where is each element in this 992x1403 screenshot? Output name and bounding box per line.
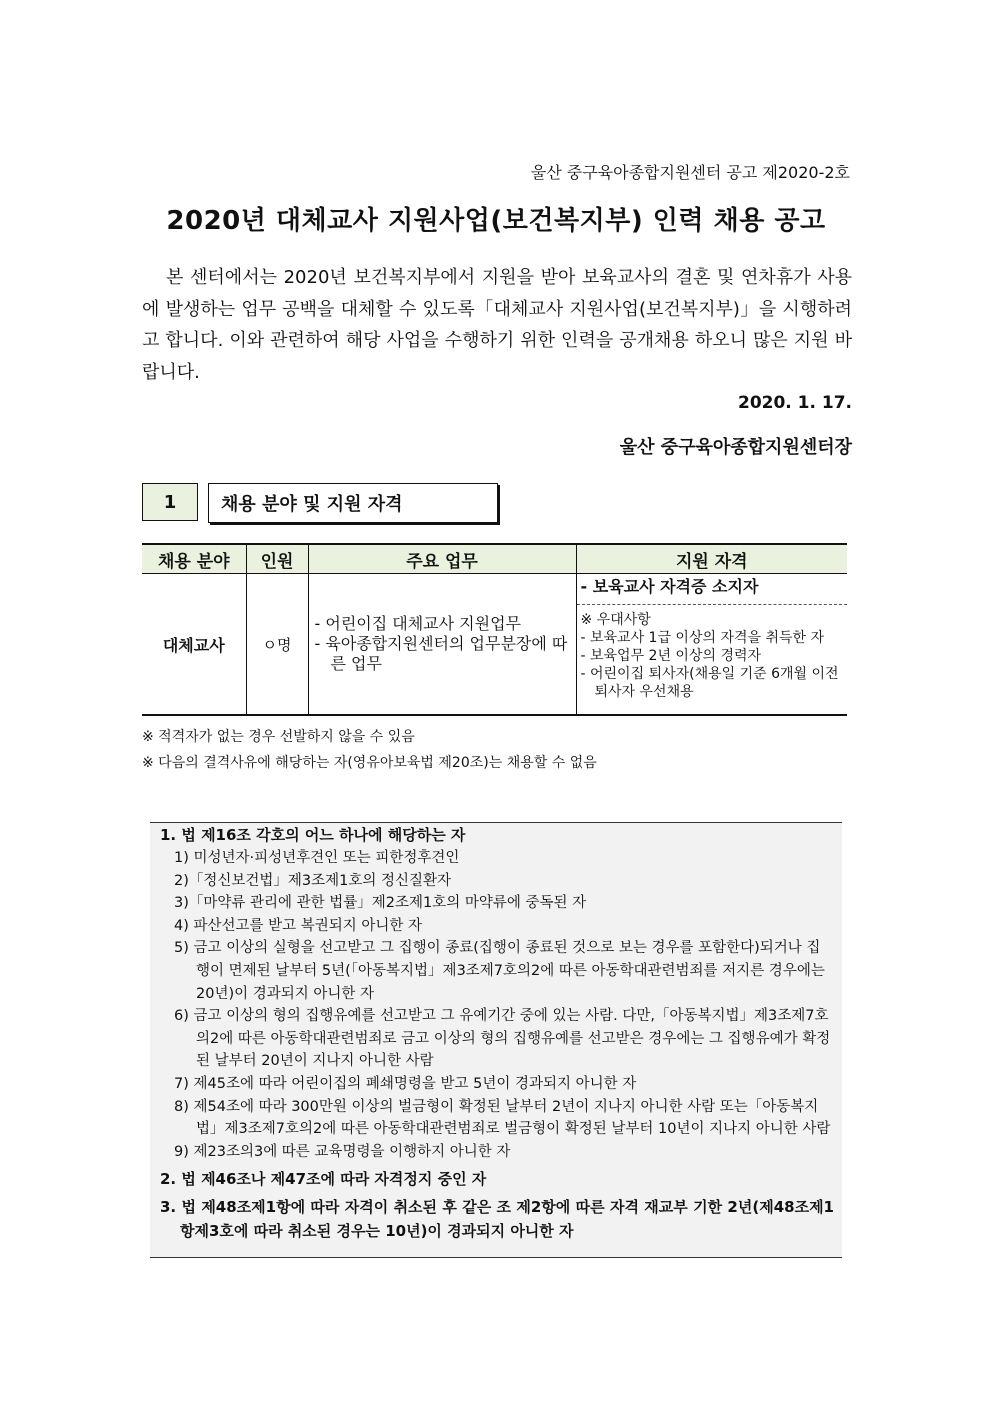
section-number: 1 — [142, 483, 198, 521]
section-title: 채용 분야 및 지원 자격 — [208, 483, 498, 523]
preference-item: - 어린이집 퇴사자(채용일 기준 6개월 이전 퇴사자 우선채용 — [580, 666, 839, 700]
table-header: 주요 업무 — [308, 544, 576, 574]
table-header: 지원 자격 — [576, 544, 847, 574]
disqualification-item: 7) 제45조에 따라 어린이집의 폐쇄명령을 받고 5년이 경과되지 아니한 자 — [174, 1075, 637, 1092]
duties-cell — [308, 574, 576, 716]
table-row — [142, 574, 847, 716]
preference-item: - 보육교사 1급 이상의 자격을 취득한 자 — [580, 630, 825, 646]
qualification-main: - 보육교사 자격증 소지자 — [577, 574, 848, 605]
signer: 울산 중구육아종합지원센터장 — [619, 437, 852, 458]
disqualification-item: 8) 제54조에 따라 300만원 이상의 벌금형이 확정된 날부터 2년이 지나지 아니한 사람 또는「아동복지법」제3조제7호의2에 따른 아동학대관련범죄로 벌금형이 확정된 날부터 10년이 지나지 아니한 사람 — [174, 1098, 831, 1138]
note: ※ 다음의 결격사유에 해당하는 자(영유아보육법 제20조)는 채용할 수 없음 — [142, 755, 597, 771]
notice-date: 2020. 1. 17. — [737, 393, 852, 413]
disqualification-item: 4) 파산선고를 받고 복권되지 아니한 자 — [174, 917, 423, 934]
disqualification-heading: 3. 법 제48조제1항에 따라 자격이 취소된 후 같은 조 제2항에 따른 자격 재교부 기한 2년(제48조제1항제3호에 따라 취소된 경우는 10년)이 경과되지 아니한 자 — [160, 1198, 834, 1241]
table-header: 인원 — [246, 544, 308, 574]
disqualification-item: 5) 금고 이상의 실형을 선고받고 그 집행이 종료(집행이 종료된 것으로 보는 경우를 포함한다)되거나 집행이 면제된 날부터 5년(「아동복지법」제3조제7호의2에 따른 아동학대관련범죄를 저지른 경우에는 20년)이 경과되지 아니한 자 — [174, 940, 825, 1002]
qualification-cell — [576, 574, 847, 716]
preference-item: - 보육업무 2년 이상의 경력자 — [580, 648, 762, 664]
disqualification-item: 3)「마약류 관리에 관한 법률」제2조제1호의 마약류에 중독된 자 — [174, 895, 587, 912]
field-cell: 대체교사 — [142, 574, 246, 716]
note: ※ 적격자가 없는 경우 선발하지 않을 수 있음 — [142, 729, 415, 745]
preference-title: ※ 우대사항 — [580, 612, 651, 628]
duty-item: - 어린이집 대체교사 지원업무 — [314, 614, 522, 633]
table-header-row — [142, 544, 847, 574]
disqualification-item: 1) 미성년자·피성년후견인 또는 피한정후견인 — [174, 850, 460, 866]
count-cell: ㅇ명 — [246, 574, 308, 716]
disqualification-item: 9) 제23조의3에 따른 교육명령을 이행하지 아니한 자 — [174, 1143, 511, 1160]
recruitment-table — [142, 543, 847, 716]
intro-paragraph: 본 센터에서는 2020년 보건복지부에서 지원을 받아 보육교사의 결혼 및 연차휴가 사용에 발생하는 업무 공백을 대체할 수 있도록「대체교사 지원사업(보건복지부)」을 시행하려고 합니다. 이와 관련하여 해당 사업을 수행하기 위한 인력을 공개채용 하오니 많은 지원 바랍니다. — [142, 267, 852, 383]
table-header: 채용 분야 — [142, 544, 246, 574]
preferences — [577, 605, 848, 705]
disqualification-heading: 1. 법 제16조 각호의 어느 하나에 해당하는 자 — [160, 826, 466, 844]
disqualification-box — [150, 822, 842, 1258]
page-title: 2020년 대체교사 지원사업(보건복지부) 인력 채용 공고 — [166, 206, 826, 236]
disqualification-item: 6) 금고 이상의 형의 집행유예를 선고받고 그 유예기간 중에 있는 사람. 다만,「아동복지법」제3조제7호의2에 따른 아동학대관련범죄로 금고 이상의 형의 집행유예를 선고받은 경우에는 그 집행유예가 확정된 날부터 20년이 지나지 아니한 사람 — [174, 1008, 831, 1070]
notice-number: 울산 중구육아종합지원센터 공고 제2020-2호 — [530, 163, 850, 182]
duty-item: - 육아종합지원센터의 업무분장에 따른 업무 — [314, 634, 568, 673]
disqualification-heading: 2. 법 제46조나 제47조에 따라 자격정지 중인 자 — [160, 1170, 487, 1189]
disqualification-item: 2)「정신보건법」제3조제1호의 정신질환자 — [174, 872, 452, 889]
